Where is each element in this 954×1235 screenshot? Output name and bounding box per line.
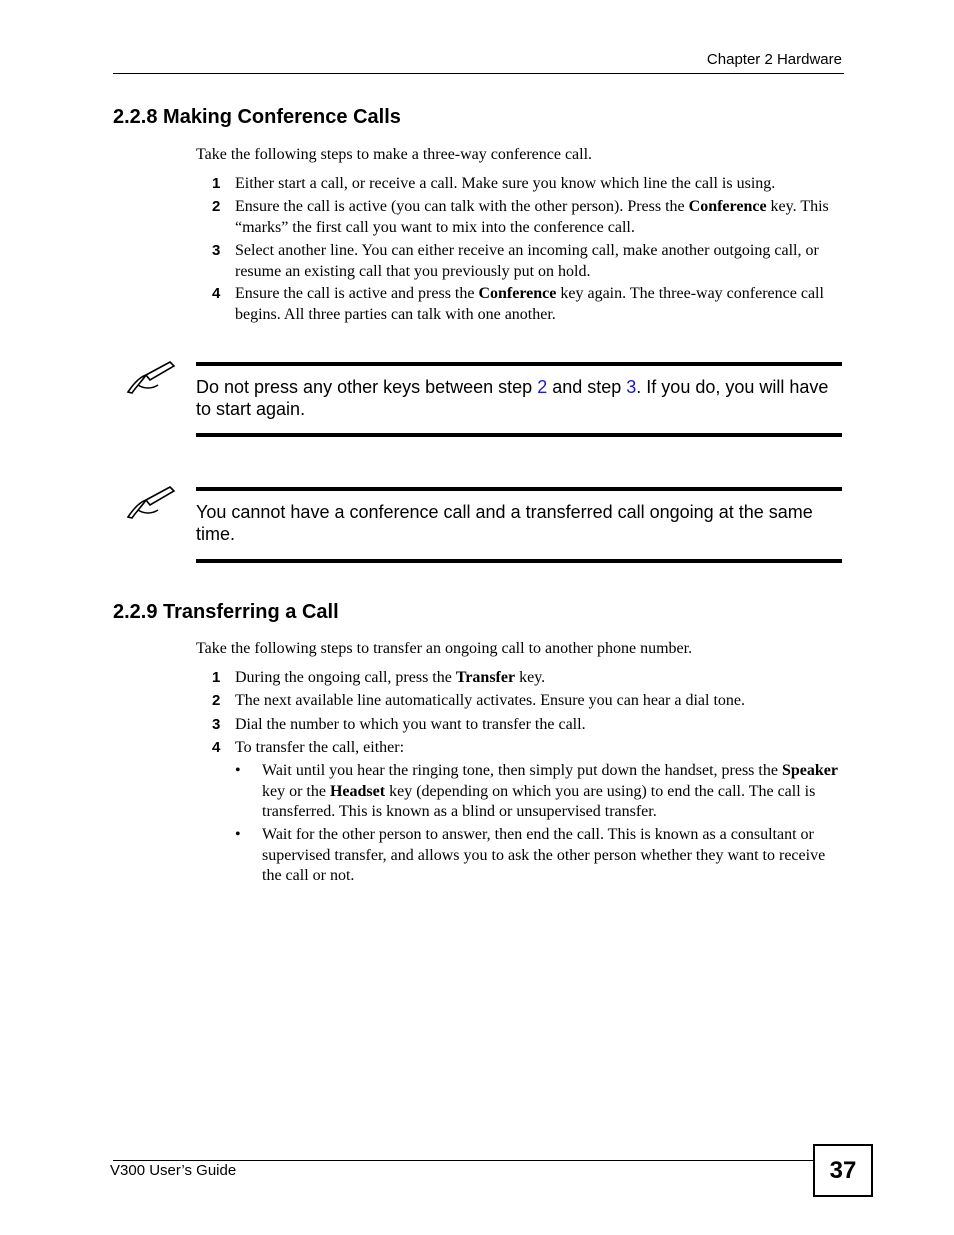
key-name: Headset: [329, 782, 386, 800]
transfer-option-supervised: • Wait for the other person to answer, then end the call. This is known as a consultant or supervised transfer, and allows you to ask the other person whether they want to receive the call or not.: [235, 826, 826, 884]
pencil-note-icon: [124, 359, 176, 397]
step-number: 4: [212, 739, 221, 756]
step-link-3[interactable]: 3: [626, 377, 637, 397]
conference-step-1: [212, 174, 842, 195]
note-top-rule: [196, 362, 842, 366]
note-text: Do not press any other keys between step 2 and step 3. If you do, you will have to start again.: [196, 377, 829, 419]
pencil-note-icon: [124, 484, 176, 522]
transfer-step-1: [212, 668, 842, 689]
note-text: You cannot have a conference call and a transferred call ongoing at the same time.: [196, 502, 813, 544]
step-text: During the ongoing call, press the Transfer key.: [235, 669, 546, 686]
step-text: To transfer the call, either:: [235, 739, 405, 756]
key-name: Speaker: [781, 762, 838, 779]
step-number: 4: [212, 285, 221, 302]
conference-step-4: [212, 284, 842, 325]
note-top-rule: [196, 487, 842, 491]
step-number: 1: [212, 669, 221, 686]
conference-step-3: [212, 241, 842, 282]
transfer-step-3: [212, 715, 842, 736]
section-intro-conference: Take the following steps to make a three-way conference call.: [196, 146, 593, 163]
step-text: Ensure the call is active (you can talk with the other person). Press the Conference key. This “marks” the first call you want to mix into the conference call.: [235, 198, 829, 236]
transfer-step-2: [212, 691, 842, 712]
step-text: Ensure the call is active and press the Conference key again. The three-way conference call begins. All three parties can talk with one another.: [235, 285, 824, 323]
step-text: Either start a call, or receive a call. Make sure you know which line the call is using.: [235, 175, 776, 192]
step-number: 1: [212, 175, 221, 192]
section-intro-transfer: Take the following steps to transfer an ongoing call to another phone number.: [196, 640, 693, 657]
section-title-conference: 2.2.8 Making Conference Calls: [113, 106, 401, 128]
key-name: Transfer: [455, 669, 516, 686]
step-text: The next available line automatically activates. Ensure you can hear a dial tone.: [235, 692, 746, 709]
transfer-step-4: [212, 738, 842, 759]
step-link-2[interactable]: 2: [537, 377, 548, 397]
note-bottom-rule: [196, 559, 842, 563]
key-name: Conference: [688, 198, 767, 215]
step-number: 2: [212, 692, 221, 709]
step-text: Dial the number to which you want to transfer the call.: [235, 716, 586, 733]
step-number: 3: [212, 716, 221, 733]
bullet-dot: •: [235, 826, 241, 843]
header-rule: [113, 73, 844, 74]
bullet-dot: •: [235, 762, 241, 779]
section-title-transfer: 2.2.9 Transferring a Call: [113, 601, 339, 623]
step-number: 3: [212, 242, 221, 259]
footer-guide-title: V300 User’s Guide: [110, 1162, 237, 1179]
running-header: Chapter 2 Hardware: [706, 51, 842, 68]
conference-step-2: [212, 197, 842, 238]
note-bottom-rule: [196, 433, 842, 437]
step-text: Select another line. You can either receive an incoming call, make another outgoing call, or resume an existing call that you previously put on hold.: [235, 242, 819, 280]
step-number: 2: [212, 198, 221, 215]
footer-rule: [113, 1160, 813, 1161]
page-number: 37: [813, 1144, 873, 1197]
key-name: Conference: [478, 285, 557, 302]
transfer-option-blind: • Wait until you hear the ringing tone, then simply put down the handset, press the Speaker key or the Headset key (depending on which you are using) to end the call. The call is transferred. This is known as a blind or unsupervised transfer.: [235, 762, 838, 820]
